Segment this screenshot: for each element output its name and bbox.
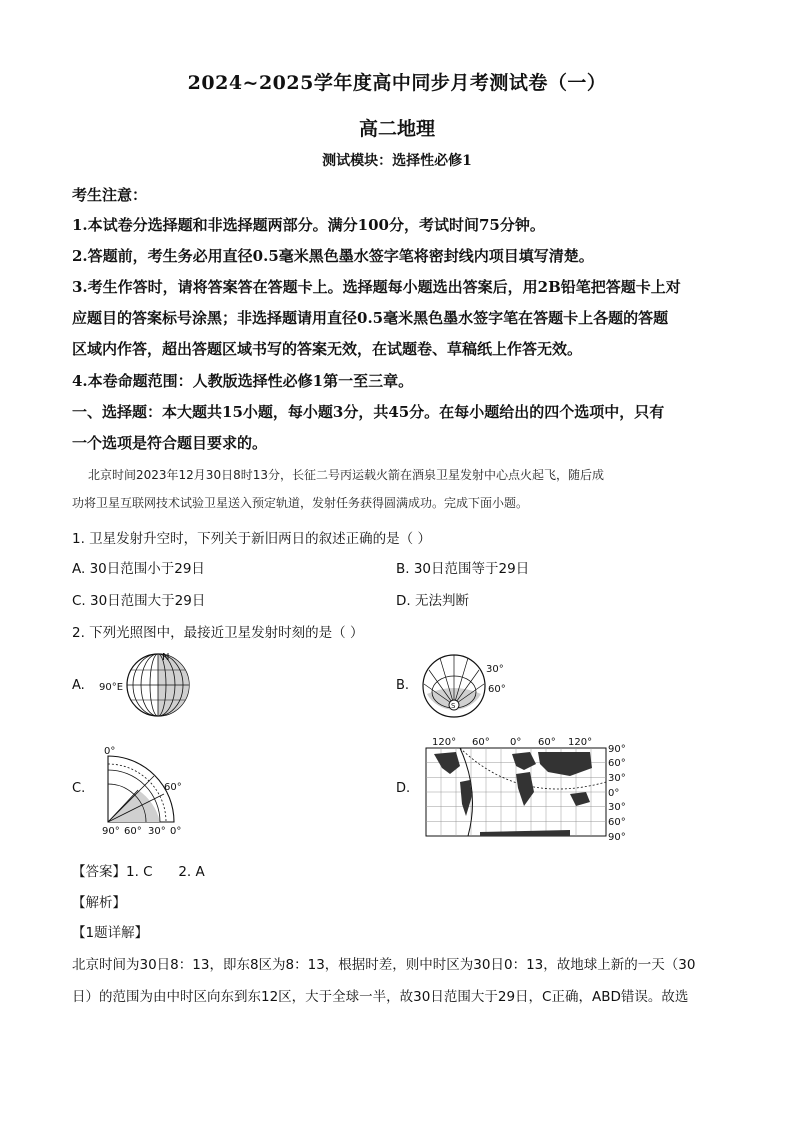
- figure-d-top-60e: 60°: [538, 737, 556, 748]
- figure-d-label: D.: [396, 781, 411, 796]
- answer-label: 【答案】: [72, 864, 126, 880]
- figure-d-right-30s: 30°: [608, 802, 626, 813]
- exam-module: 测试模块：选择性必修1: [322, 153, 472, 169]
- question-2-stem: 2. 下列光照图中，最接近卫星发射时刻的是（ ）: [72, 625, 364, 641]
- figure-d-right-0: 0°: [608, 788, 620, 799]
- notice-line: 4.本卷命题范围：人教版选择性必修1第一至三章。: [72, 372, 414, 390]
- explanation-text: 日）的范围为由中时区向东到东12区，大于全球一半，故30日范围大于29日，C正确，ABD错误。故选: [72, 989, 689, 1005]
- figure-b-pole: S: [451, 702, 456, 710]
- question-1-option-a: A. 30日范围小于29日: [72, 561, 205, 577]
- exam-subject: 高二地理: [358, 118, 435, 140]
- figure-d-top-60w: 60°: [472, 737, 490, 748]
- notice-line: 3.考生作答时，请将答案答在答题卡上。选择题每小题选出答案后，用2B铅笔把答题卡上对: [72, 278, 681, 296]
- figure-c-bottom-90: 90°: [102, 826, 120, 836]
- figure-d-right-90s: 90°: [608, 832, 626, 843]
- figure-d-right-30n: 30°: [608, 773, 626, 784]
- figure-a-longitude: 90°E: [99, 682, 124, 693]
- notice-line: 2.答题前，考生务必用直径0.5毫米黑色墨水签字笔将密封线内项目填写清楚。: [72, 247, 594, 265]
- figure-c-quadrant: [98, 744, 198, 836]
- section-instruction: 一个选项是符合题目要求的。: [72, 434, 268, 452]
- figure-c-arc: 60°: [164, 782, 182, 793]
- figure-b-label: B.: [396, 678, 410, 693]
- question-1-detail-title: 【1题详解】: [72, 925, 149, 941]
- figure-d-right-60s: 60°: [608, 817, 626, 828]
- figure-c-label: C.: [72, 781, 86, 796]
- notice-line: 1.本试卷分选择题和非选择题两部分。满分100分，考试时间75分钟。: [72, 216, 545, 234]
- figure-b-lat-60: 60°: [488, 684, 506, 695]
- reading-passage: 北京时间2023年12月30日8时13分，长征二号丙运载火箭在酒泉卫星发射中心点火起飞，随后成: [88, 468, 604, 482]
- exam-title: 2024~2025学年度高中同步月考测试卷（一）: [187, 72, 607, 94]
- reading-passage: 功将卫星互联网技术试验卫星送入预定轨道，发射任务获得圆满成功。完成下面小题。: [72, 496, 529, 510]
- notice-heading: 考生注意：: [72, 186, 148, 204]
- figure-c-top: 0°: [104, 746, 116, 757]
- figure-d-right-60n: 60°: [608, 758, 626, 769]
- answer-value: 1. C 2. A: [126, 864, 205, 880]
- figure-a-globe: [98, 648, 198, 722]
- notice-line: 区域内作答，超出答题区域书写的答案无效，在试题卷、草稿纸上作答无效。: [72, 340, 583, 358]
- figure-d-world-map: [420, 736, 630, 844]
- figure-a-label: A.: [72, 678, 85, 693]
- figure-c-bottom-0: 0°: [170, 826, 182, 836]
- explanation-text: 北京时间为30日8：13，即东8区为8：13，根据时差，则中时区为30日0：13，故地球上新的一天（30: [72, 957, 696, 973]
- figure-d-right-90n: 90°: [608, 744, 626, 755]
- figure-d-top-0: 0°: [510, 737, 522, 748]
- figure-b-polar-view: [420, 652, 520, 722]
- figure-d-top-120w: 120°: [432, 737, 457, 748]
- section-instruction: 一、选择题：本大题共15小题，每小题3分，共45分。在每小题给出的四个选项中，只有: [72, 403, 665, 421]
- figure-c-bottom-30: 30°: [148, 826, 166, 836]
- figure-d-top-120e: 120°: [568, 737, 593, 748]
- question-1-option-d: D. 无法判断: [396, 593, 469, 609]
- figure-c-bottom-60: 60°: [124, 826, 142, 836]
- notice-line: 应题目的答案标号涂黑；非选择题请用直径0.5毫米黑色墨水签字笔在答题卡上各题的答题: [72, 309, 669, 327]
- question-1-option-b: B. 30日范围等于29日: [396, 561, 530, 577]
- figure-b-lat-30: 30°: [486, 664, 504, 675]
- analysis-label: 【解析】: [72, 895, 126, 911]
- answer-line: [72, 860, 205, 880]
- question-1-option-c: C. 30日范围大于29日: [72, 593, 206, 609]
- question-1-stem: 1. 卫星发射升空时，下列关于新旧两日的叙述正确的是（ ）: [72, 531, 431, 547]
- figure-a-pole: N: [162, 652, 170, 663]
